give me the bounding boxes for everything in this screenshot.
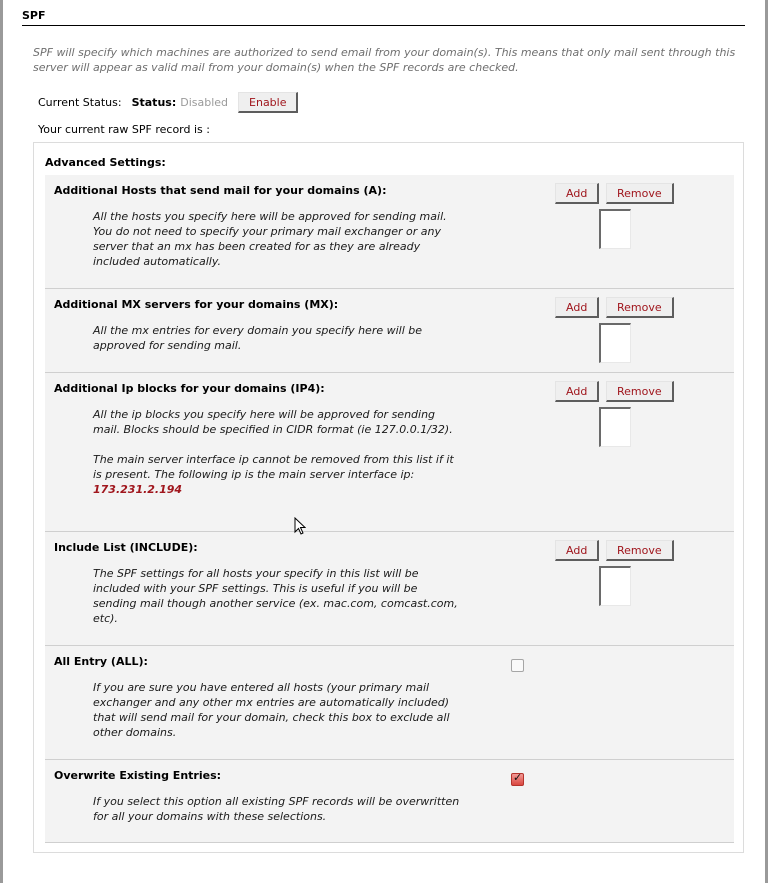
description-text: If you select this option all existing SPF records will be overwritten for all your domains with these selections. xyxy=(93,795,460,823)
window-frame-left xyxy=(0,0,3,883)
section-a-hosts xyxy=(45,175,734,289)
remove-button[interactable]: Remove xyxy=(606,381,674,402)
section-heading: All Entry (ALL): xyxy=(54,655,148,668)
section-description xyxy=(93,323,463,353)
add-button[interactable]: Add xyxy=(555,381,599,402)
add-button[interactable]: Add xyxy=(555,540,599,561)
mouse-cursor-icon xyxy=(294,517,306,537)
section-overwrite-entries xyxy=(45,760,734,843)
hosts-listbox[interactable] xyxy=(599,209,631,249)
main-server-ip: 173.231.2.194 xyxy=(93,483,183,496)
section-description xyxy=(93,794,463,824)
description-text: All the mx entries for every domain you specify here will be approved for sending mail. xyxy=(93,324,423,352)
mx-listbox[interactable] xyxy=(599,323,631,363)
section-heading: Additional Ip blocks for your domains (IP4): xyxy=(54,382,325,395)
description-text-2 xyxy=(93,452,463,497)
section-heading: Additional MX servers for your domains (MX): xyxy=(54,298,339,311)
section-description xyxy=(93,209,463,269)
status-value: Disabled xyxy=(180,96,229,109)
section-heading: Overwrite Existing Entries: xyxy=(54,769,222,782)
intro-text: SPF will specify which machines are authorized to send email from your domain(s). This means that only mail sent through this server will appear as valid mail from your domain(s) when the SPF records are checked. xyxy=(33,46,736,74)
all-entry-checkbox[interactable] xyxy=(511,659,524,672)
section-heading: Additional Hosts that send mail for your domains (A): xyxy=(54,184,387,197)
advanced-settings-title: Advanced Settings: xyxy=(45,156,166,169)
description-text: All the ip blocks you specify here will be approved for sending mail. Blocks should be specified in CIDR format (ie 127.0.0.1/32). xyxy=(93,408,453,436)
advanced-settings-panel xyxy=(33,142,744,853)
add-button[interactable]: Add xyxy=(555,183,599,204)
overwrite-entries-checkbox[interactable] xyxy=(511,773,524,786)
remove-button[interactable]: Remove xyxy=(606,183,674,204)
page-title: SPF xyxy=(22,9,745,26)
section-heading: Include List (INCLUDE): xyxy=(54,541,198,554)
ip4-listbox[interactable] xyxy=(599,407,631,447)
add-button[interactable]: Add xyxy=(555,297,599,318)
current-status-label: Current Status: xyxy=(38,96,122,109)
include-listbox[interactable] xyxy=(599,566,631,606)
section-ip4-blocks xyxy=(45,373,734,532)
description-text: If you are sure you have entered all hosts (your primary mail exchanger and any other mx entries are automatically included) that will send mail for your domain, check this box to exclude all other domains. xyxy=(93,681,450,739)
description-text: All the hosts you specify here will be approved for sending mail. You do not need to specify your primary mail exchanger or any server that an mx has been created for as they are already included automatically. xyxy=(93,210,447,268)
section-description xyxy=(93,407,463,497)
remove-button[interactable]: Remove xyxy=(606,540,674,561)
section-description xyxy=(93,680,463,740)
section-all-entry xyxy=(45,646,734,760)
section-mx-servers xyxy=(45,289,734,373)
enable-button[interactable]: Enable xyxy=(238,92,298,113)
description-text: The SPF settings for all hosts your specify in this list will be included with your SPF settings. This is useful if you will be sending mail though another service (ex. mac.com, comcast.com, etc). xyxy=(93,567,458,625)
main-ip-note: The main server interface ip cannot be removed from this list if it is present. The following ip is the main server interface ip: xyxy=(93,453,454,481)
status-row xyxy=(38,92,298,113)
remove-button[interactable]: Remove xyxy=(606,297,674,318)
section-include-list xyxy=(45,532,734,646)
section-description xyxy=(93,566,463,626)
status-label: Status: xyxy=(131,96,177,109)
raw-spf-record-label: Your current raw SPF record is : xyxy=(38,123,210,136)
